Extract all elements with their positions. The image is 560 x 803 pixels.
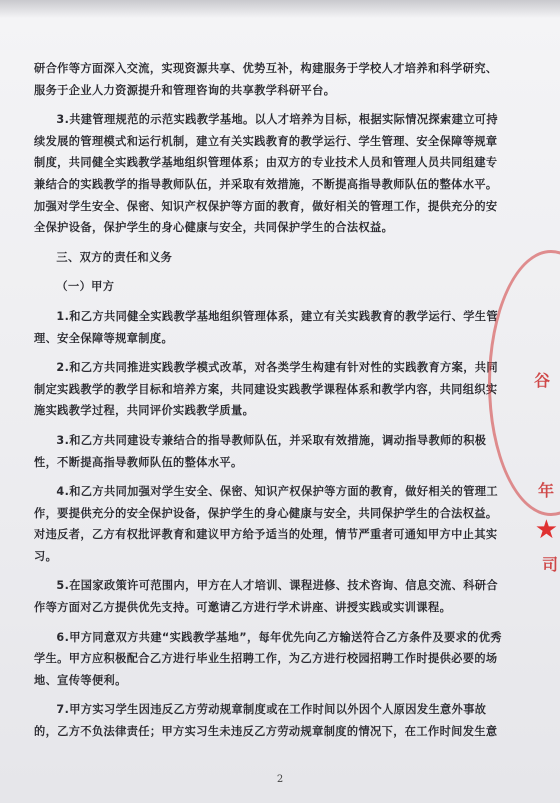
paragraph-continuation: 研合作等方面深入交流，实现资源共享、优势互补，构建服务于学校人才培养和科学研究、服务于企业人力资源提升和管理咨询的共享教学科研平台。 — [34, 62, 498, 97]
paragraph-party-a-4: 4.和乙方共同加强对学生安全、保密、知识产权保护等方面的教育，做好相关的管理工作，要提供充分的安全保护设备，保护学生的身心健康与安全，共同保护学生的合法权益。对违反者，乙方有权批评教育和建议甲方给予适当的处理，情节严重者可通知甲方中止其实习。 — [34, 485, 498, 563]
paragraph-party-a-3: 3.和乙方共同建设专兼结合的指导教师队伍，并采取有效措施，调动指导教师的积极性，不断提高指导教师队伍的整体水平。 — [34, 433, 487, 469]
body-text — [34, 58, 504, 751]
section-heading-responsibilities: 三、双方的责任和义务 — [56, 250, 173, 264]
seal-char: 司 — [541, 555, 558, 574]
paragraph-party-a-2: 2.和乙方共同推进实践教学模式改革，对各类学生构建有针对性的实践教育方案，共同制定实践教学的教学目标和培养方案，共同建设实践教学课程体系和教学内容，共同组织实施实践教学过程，共同评价实践教学质量。 — [34, 361, 498, 418]
page-shadow — [0, 0, 560, 18]
seal-star-icon: ★ — [534, 515, 558, 545]
seal-char: 年 — [537, 481, 554, 500]
paragraph-item-3: 3.共建管理规范的示范实践教学基地。以人才培养为目标，根据实际情况探索建立可持续发展的管理模式和运行机制，建立有关实践教育的教学运行、学生管理、安全保障等规章制度，共同健全实践教学基地组织管理体系；由双方的专业技术人员和管理人员共同组建专兼结合的实践教学的指导教师队伍，并采取有效措施，不断提高指导教师队伍的整体水平。加强对学生安全、保密、知识产权保护等方面的教育，做好相关的管理工作，提供充分的安全保护设备，保护学生的身心健康与安全，共同保护学生的合法权益。 — [34, 113, 498, 235]
paragraph-party-a-1: 1.和乙方共同健全实践教学基地组织管理体系，建立有关实践教育的教学运行、学生管理、安全保障等规章制度。 — [34, 309, 498, 345]
subsection-heading-party-a: （一）甲方 — [56, 280, 115, 294]
page-number: 2 — [276, 774, 284, 785]
paragraph-party-a-6: 6.甲方同意双方共建“实践教学基地”，每年优先向乙方输送符合乙方条件及要求的优秀学生。甲方应积极配合乙方进行毕业生招聘工作，为乙方进行校园招聘工作时提供必要的场地、宣传等便利。 — [34, 630, 502, 687]
paragraph-party-a-5: 5.在国家政策许可范围内，甲方在人才培训、课程进修、技术咨询、信息交流、科研合作等方面对乙方提供优先支持。可邀请乙方进行学术讲座、讲授实践或实训课程。 — [34, 579, 498, 615]
seal-char: 谷 — [533, 371, 550, 390]
paragraph-party-a-7: 7.甲方实习学生因违反乙方劳动规章制度或在工作时间以外因个人原因发生意外事故的，乙方不负法律责任；甲方实习生未违反乙方劳动规章制度的情况下，在工作时间发生意 — [34, 703, 498, 739]
